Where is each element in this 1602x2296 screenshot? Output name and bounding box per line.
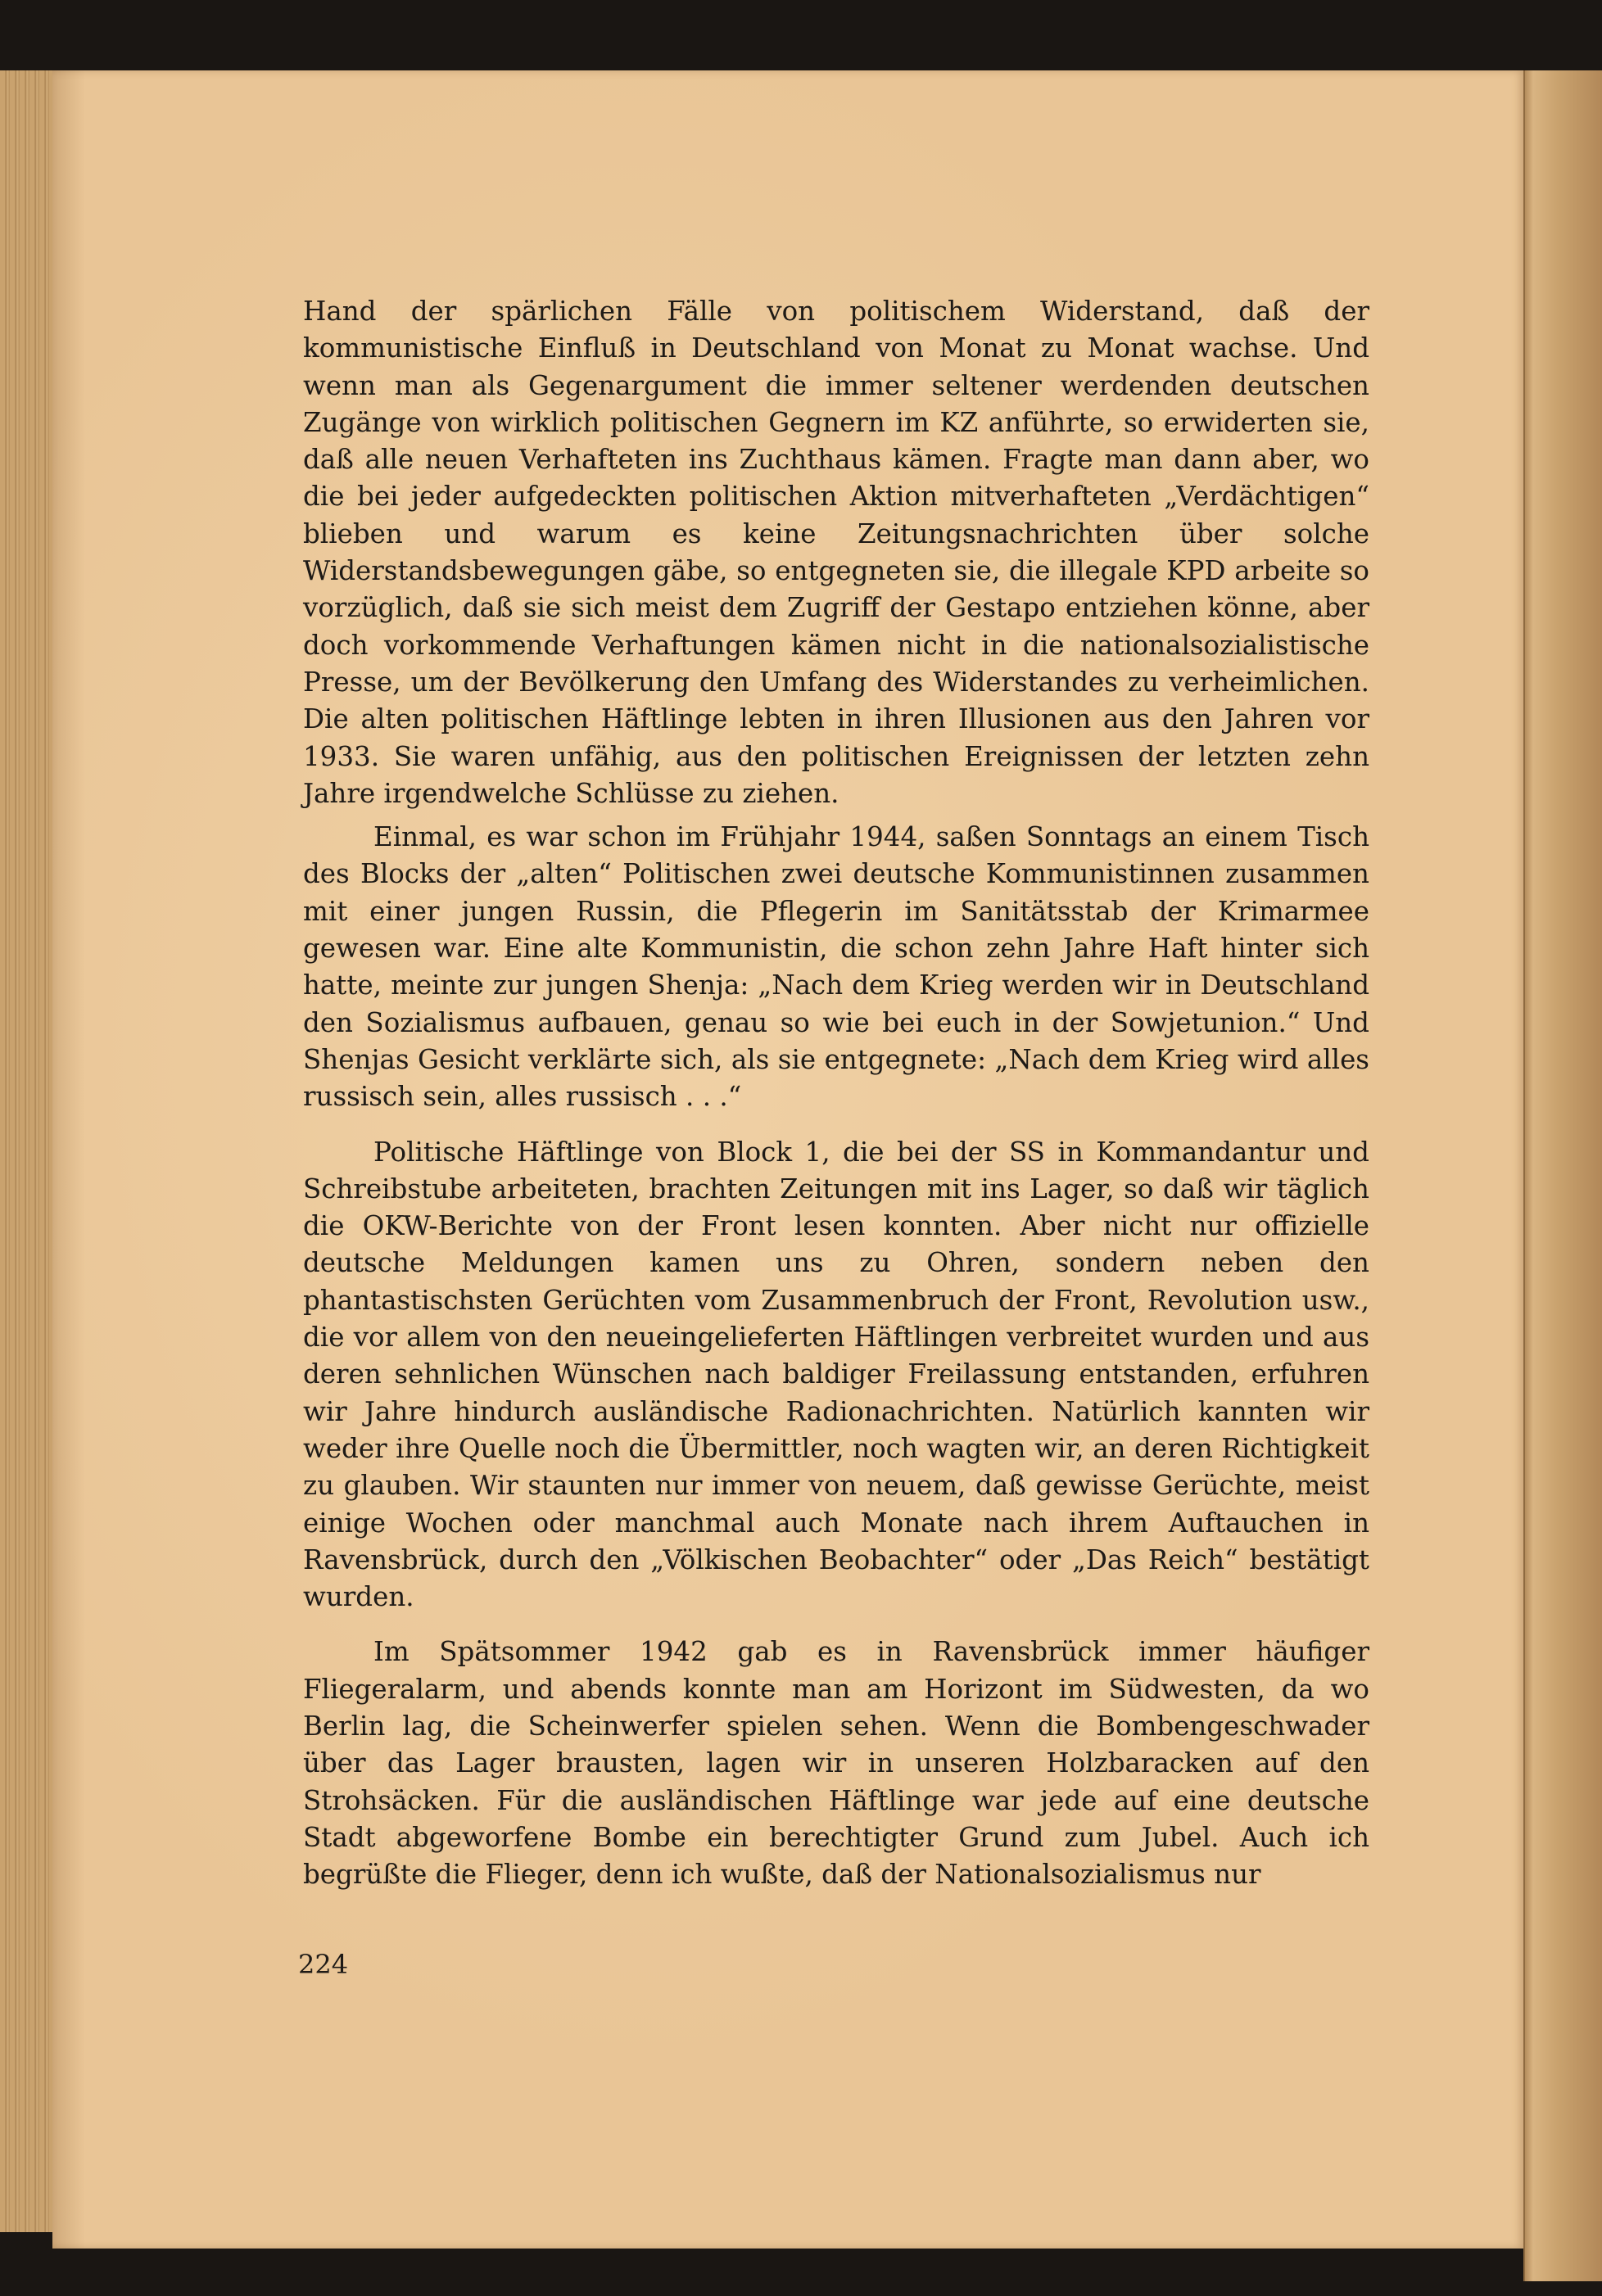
paragraph-2: Einmal, es war schon im Frühjahr 1944, saßen Sonntags an einem Tisch des Blocks der „alten“ Politischen zwei deutsche Kommunistinnen zusammen mit einer jungen Russin, die Pflegerin im Sanitätsstab der Krimarmee gewesen war. Eine alte Kommunistin, die schon zehn Jahre Haft hinter sich hatte, meinte zur jungen Shenja: „Nach dem Krieg werden wir in Deutschland den Sozialismus aufbauen, genau so wie bei euch in der Sowjetunion.“ Und Shenjas Gesicht verklärte sich, als sie entgegnete: „Nach dem Krieg wird alles russisch sein, alles russisch . . .“ (303, 821, 1369, 1113)
page-number: 224 (298, 1949, 349, 1980)
paragraph-1: Hand der spärlichen Fälle von politischem Widerstand, daß der kommunistische Einfluß in Deutschland von Monat zu Monat wachse. Und wenn man als Gegenargument die immer seltener werdenden deutschen Zugänge von wirklich politischen Gegnern im KZ anführte, so erwiderten sie, daß alle neuen Verhafteten ins Zuchthaus kämen. Fragte man dann aber, wo die bei jeder aufgedeckten politischen Aktion mitverhafteten „Verdächtigen“ blieben und warum es keine Zeitungsnachrichten über solche Widerstandsbewegungen gäbe, so entgegneten sie, die illegale KPD arbeite so vorzüglich, daß sie sich meist dem Zugriff der Gestapo entziehen könne, aber doch vorkommende Verhaftungen kämen nicht in die nationalsozialistische Presse, um der Bevölkerung den Umfang des Widerstandes zu verheimlichen. Die alten politischen Häftlinge lebten in ihren Illusionen aus den Jahren vor 1933. Sie waren unfähig, aus den politischen Ereignissen der letzten zehn Jahre irgendwelche Schlüsse zu ziehen. (303, 296, 1369, 809)
paragraph-4: Im Spätsommer 1942 gab es in Ravensbrück immer häufiger Fliegeralarm, und abends konnte man am Horizont im Südwesten, da wo Berlin lag, die Scheinwerfer spielen sehen. Wenn die Bombengeschwader über das Lager brausten, lagen wir in unseren Holzbaracken auf den Strohsäcken. Für die ausländischen Häftlinge war jede auf eine deutsche Stadt abgeworfene Bombe ein berechtigter Grund zum Jubel. Auch ich begrüßte die Flieger, denn ich wußte, daß der Nationalsozialismus nur (303, 1636, 1369, 1891)
paragraph-3: Politische Häftlinge von Block 1, die bei der SS in Kommandantur und Schreibstube arbeiteten, brachten Zeitungen mit ins Lager, so daß wir täglich die OKW-Berichte von der Front lesen konnten. Aber nicht nur offizielle deutsche Meldungen kamen uns zu Ohren, sondern neben den phantastischsten Gerüchten vom Zusammenbruch der Front, Revolution usw., die vor allem von den neueingelieferten Häftlingen verbreitet wurden und aus deren sehnlichen Wünschen nach baldiger Freilassung entstanden, erfuhren wir Jahre hindurch ausländische Radionachrichten. Natürlich kannten wir weder ihre Quelle noch die Übermittler, noch wagten wir, an deren Richtigkeit zu glauben. Wir staunten nur immer von neuem, daß gewisse Gerüchte, meist einige Wochen oder manchmal auch Monate nach ihrem Auftauchen in Ravensbrück, durch den „Völkischen Beobachter“ oder „Das Reich“ bestätigt wurden. (303, 1136, 1369, 1613)
facing-page-edge (1523, 70, 1602, 2281)
body-text (303, 293, 1369, 1893)
